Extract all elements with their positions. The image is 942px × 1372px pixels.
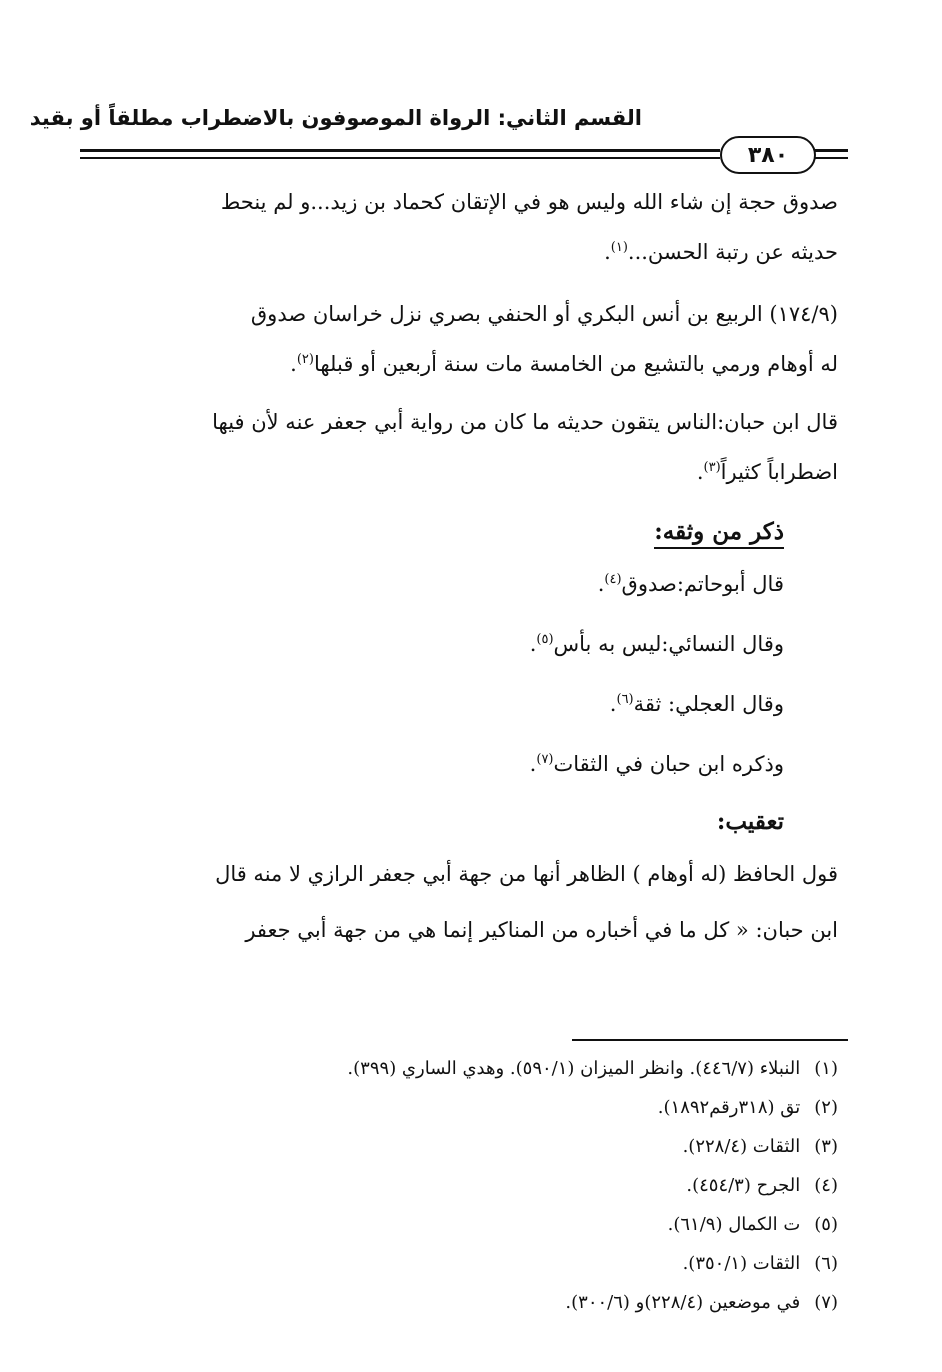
header-rule-thick [80, 149, 720, 152]
quote-line: وقال العجلي: ثقة$^{(٦)}$. [609, 692, 784, 716]
quote-text: قال أبوحاتم:صدوق [621, 572, 784, 596]
body-text: له أوهام ورمي بالتشيع من الخامسة مات سنة أربعين أو قبلها [313, 352, 838, 376]
footnote-number: (٣) [814, 1136, 838, 1157]
quote-text: وقال العجلي: ثقة [633, 692, 784, 716]
body-line: قول الحافظ (له أوهام ) الظاهر أنها من جهة أبي جعفر الرازي لا منه قال [215, 862, 838, 886]
footnote-number: (٢) [814, 1097, 838, 1118]
footnote-item [658, 1097, 838, 1118]
section-heading-trust: ذكر من وثقه: [654, 518, 784, 549]
header-rule-right-thick [812, 149, 848, 152]
footnote-item [347, 1058, 838, 1079]
quote-line: وذكره ابن حبان في الثقات$^{(٧)}$. [529, 752, 784, 776]
footnote-text: الجرح (٤٥٤/٣). [686, 1175, 801, 1196]
footnote-item [686, 1175, 838, 1196]
footnote-ref[interactable]: (٦) [616, 692, 634, 707]
footnote-number: (٤) [814, 1175, 838, 1196]
body-text: اضطراباً كثيراً [720, 460, 838, 484]
body-line: له أوهام ورمي بالتشيع من الخامسة مات سنة أربعين أو قبلها$^{(٢)}$. [290, 352, 838, 376]
quote-text: وقال النسائي:ليس به بأس [553, 632, 784, 656]
header-rule-thin [80, 157, 720, 159]
body-text: حديثه عن رتبة الحسن... [627, 240, 838, 264]
quote-line: قال أبوحاتم:صدوق$^{(٤)}$. [597, 572, 784, 596]
footnote-item [683, 1253, 838, 1274]
header-rule-right-thin [812, 157, 848, 159]
body-line: قال ابن حبان:الناس يتقون حديثه ما كان من رواية أبي جعفر عنه لأن فيها [212, 410, 838, 434]
footnote-text: تق (٣١٨رقم١٨٩٢). [657, 1097, 801, 1118]
footnote-ref[interactable]: (١) [610, 240, 628, 255]
footnote-number: (٧) [814, 1292, 838, 1313]
section-heading-comment: تعقيب: [716, 808, 784, 835]
running-header-title: القسم الثاني: الرواة الموصوفون بالاضطراب مطلقاً أو بقيد [29, 106, 642, 130]
footnote-item [683, 1136, 838, 1157]
footnote-ref[interactable]: (٢) [296, 352, 314, 367]
body-line: (١٧٤/٩) الربيع بن أنس البكري أو الحنفي بصري نزل خراسان صدوق [250, 302, 838, 326]
footnote-text: الثقات (٢٢٨/٤). [682, 1136, 801, 1157]
footnote-item [668, 1214, 838, 1235]
body-line: حديثه عن رتبة الحسن...$^{(١)}$. [604, 240, 838, 264]
footnote-number: (١) [814, 1058, 838, 1079]
footnote-ref[interactable]: (٤) [604, 572, 622, 587]
footnote-text: النبلاء (٤٤٦/٧). وانظر الميزان (٥٩٠/١). وهدي الساري (٣٩٩). [347, 1058, 801, 1079]
footnote-ref[interactable]: (٣) [703, 460, 721, 475]
body-line: ابن حبان: « كل ما في أخباره من المناكير إنما هي من جهة أبي جعفر [245, 918, 838, 942]
page-number: ٣٨٠ [720, 136, 816, 174]
footnote-separator [572, 1039, 848, 1041]
footnote-item [565, 1292, 838, 1313]
body-line: اضطراباً كثيراً$^{(٣)}$. [696, 460, 838, 484]
body-line: صدوق حجة إن شاء الله وليس هو في الإتقان كحماد بن زيد...و لم ينحط [220, 190, 838, 214]
footnote-ref[interactable]: (٥) [536, 632, 554, 647]
quote-text: وذكره ابن حبان في الثقات [553, 752, 784, 776]
footnote-text: في موضعين (٢٢٨/٤)و (٣٠٠/٦). [565, 1292, 801, 1313]
quote-line: وقال النسائي:ليس به بأس$^{(٥)}$. [529, 632, 784, 656]
footnote-text: ت الكمال (٦١/٩). [667, 1214, 801, 1235]
footnote-text: الثقات (٣٥٠/١). [682, 1253, 801, 1274]
footnote-ref[interactable]: (٧) [536, 752, 554, 767]
footnote-number: (٦) [814, 1253, 838, 1274]
footnote-number: (٥) [814, 1214, 838, 1235]
